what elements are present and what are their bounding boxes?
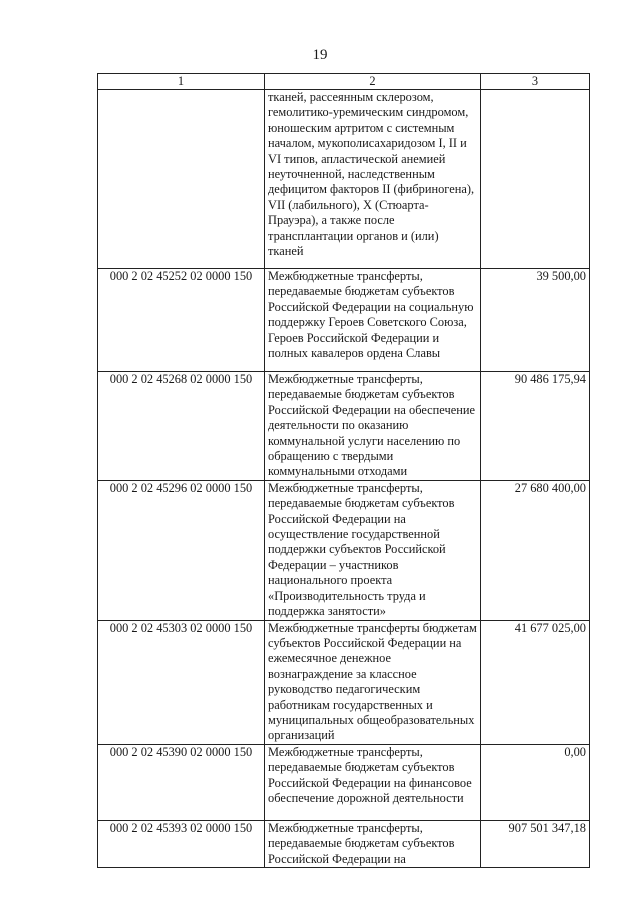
table-row: [98, 480, 590, 620]
description-cell: Межбюджетные трансферты, передаваемые бюджетам субъектов Российской Федерации на социальную поддержку Героев Советского Союза, Героев Российской Федерации и полных кавалеров ордена Славы: [265, 269, 481, 372]
description-cell: тканей, рассеянным склерозом, гемолитико-уремическим синдромом, юношеским артритом с системным началом, мукополисахаридозом I, II и VI типов, апластической анемией неуточненной, наследственным дефицитом факторов II (фибриногена), VII (лабильного), X (Стюарта-Прауэра), а также после трансплантации органов и (или) тканей: [265, 90, 481, 269]
budget-code-cell: 000 2 02 45390 02 0000 150: [98, 744, 265, 820]
description-cell: Межбюджетные трансферты, передаваемые бюджетам субъектов Российской Федерации на осуществление государственной поддержки субъектов Российской Федерации – участников национального проекта «Производительность труда и поддержка занятости»: [265, 480, 481, 620]
table-row: [98, 620, 590, 744]
table-header-row: [98, 74, 590, 90]
column-header-2: 2: [265, 74, 481, 90]
table-row: [98, 269, 590, 372]
budget-table: [97, 73, 590, 868]
budget-code-cell: 000 2 02 45296 02 0000 150: [98, 480, 265, 620]
column-header-3: 3: [481, 74, 590, 90]
table-row: [98, 90, 590, 269]
amount-cell: 0,00: [481, 744, 590, 820]
budget-code-cell: [98, 90, 265, 269]
amount-cell: [481, 90, 590, 269]
budget-code-cell: 000 2 02 45393 02 0000 150: [98, 820, 265, 867]
budget-code-cell: 000 2 02 45268 02 0000 150: [98, 372, 265, 481]
budget-code-cell: 000 2 02 45303 02 0000 150: [98, 620, 265, 744]
page-number: 19: [312, 47, 328, 63]
table-row: [98, 744, 590, 820]
description-cell: Межбюджетные трансферты, передаваемые бюджетам субъектов Российской Федерации на финансовое обеспечение дорожной деятельности: [265, 744, 481, 820]
description-cell: Межбюджетные трансферты бюджетам субъектов Российской Федерации на ежемесячное денежное вознаграждение за классное руководство педагогическим работникам государственных и муниципальных общеобразовательных организаций: [265, 620, 481, 744]
table-row: [98, 820, 590, 867]
description-cell: Межбюджетные трансферты, передаваемые бюджетам субъектов Российской Федерации на: [265, 820, 481, 867]
amount-cell: 39 500,00: [481, 269, 590, 372]
budget-code-cell: 000 2 02 45252 02 0000 150: [98, 269, 265, 372]
amount-cell: 90 486 175,94: [481, 372, 590, 481]
column-header-1: 1: [98, 74, 265, 90]
description-cell: Межбюджетные трансферты, передаваемые бюджетам субъектов Российской Федерации на обеспечение деятельности по оказанию коммунальной услуги населению по обращению с твердыми коммунальными отходами: [265, 372, 481, 481]
amount-cell: 27 680 400,00: [481, 480, 590, 620]
amount-cell: 41 677 025,00: [481, 620, 590, 744]
table-row: [98, 372, 590, 481]
amount-cell: 907 501 347,18: [481, 820, 590, 867]
